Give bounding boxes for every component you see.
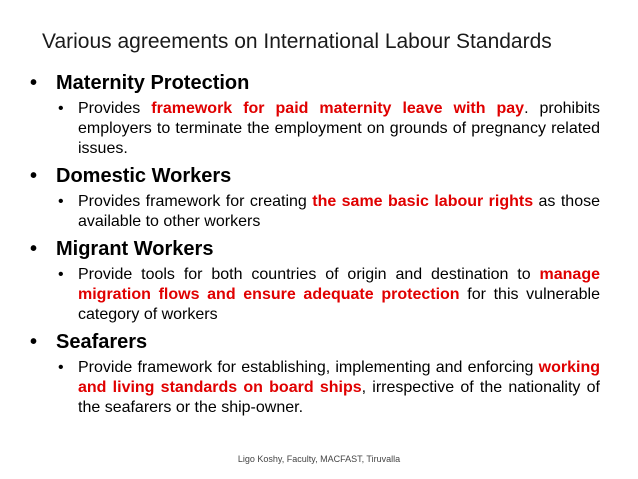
section-body-seafarers bbox=[56, 358, 600, 418]
highlight-text: framework for paid maternity leave with pay bbox=[151, 100, 525, 117]
sub-bullet-icon: • bbox=[58, 359, 64, 376]
body-text: , irrespective of the nationality of the seafarers or the ship-owner. bbox=[78, 379, 601, 416]
body-text: . prohibits employers to terminate the employment on grounds of pregnancy related issues. bbox=[78, 100, 601, 157]
heading-text: Maternity Protection bbox=[56, 72, 250, 94]
sub-bullet-icon: • bbox=[58, 193, 64, 210]
sub-bullet-icon: • bbox=[58, 266, 64, 283]
bullet-icon: • bbox=[30, 165, 38, 187]
section-body-maternity bbox=[56, 99, 600, 159]
body-text: for this vulnerable category of workers bbox=[78, 286, 600, 323]
slide-content bbox=[30, 66, 600, 421]
section-heading-maternity bbox=[30, 70, 600, 96]
body-text: as those available to other workers bbox=[78, 193, 600, 230]
highlight-text: manage migration flows and ensure adequate protection bbox=[78, 266, 600, 303]
heading-text: Seafarers bbox=[56, 331, 148, 353]
bullet-icon: • bbox=[30, 72, 38, 94]
section-body-domestic bbox=[56, 192, 600, 232]
body-text: Provide framework for establishing, implementing and enforcing bbox=[78, 359, 539, 376]
heading-text: Migrant Workers bbox=[56, 238, 214, 260]
highlight-text: the same basic labour rights bbox=[312, 193, 534, 210]
heading-text: Domestic Workers bbox=[56, 165, 232, 187]
highlight-text: working and living standards on board ships bbox=[78, 359, 600, 396]
section-heading-domestic bbox=[30, 163, 600, 189]
body-text: Provide tools for both countries of origin and destination to bbox=[78, 266, 540, 283]
body-text: Provides bbox=[78, 100, 152, 117]
section-heading-migrant bbox=[30, 236, 600, 262]
slide-title: Various agreements on International Labour Standards bbox=[42, 30, 552, 53]
bullet-icon: • bbox=[30, 238, 38, 260]
section-heading-seafarers bbox=[30, 329, 600, 355]
section-body-migrant bbox=[56, 265, 600, 325]
body-text: Provides framework for creating bbox=[78, 193, 313, 210]
bullet-icon: • bbox=[30, 331, 38, 353]
sub-bullet-icon: • bbox=[58, 100, 64, 117]
slide-footer: Ligo Koshy, Faculty, MACFAST, Tiruvalla bbox=[237, 454, 401, 464]
